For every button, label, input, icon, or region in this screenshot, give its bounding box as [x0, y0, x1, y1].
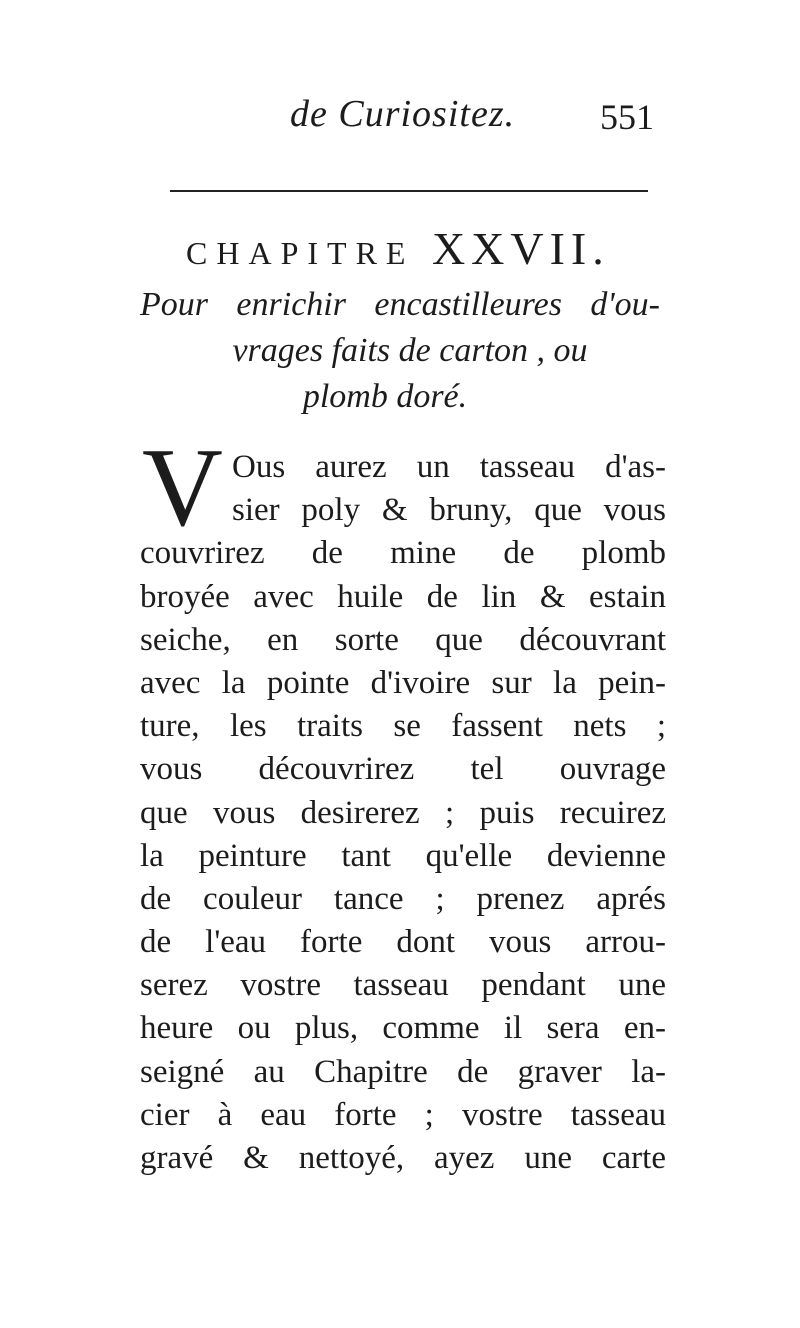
text-line: cier à eau forte ; vostre tasseau [140, 1096, 666, 1133]
chapter-word: CHAPITRE [186, 235, 415, 271]
drop-cap: V [142, 426, 223, 550]
body-text [140, 446, 666, 1180]
text-line: broyée avec huile de lin & estain [140, 578, 666, 615]
subtitle-line: plomb doré. [302, 378, 468, 415]
text-line: que vous desirerez ; puis recuirez [140, 794, 666, 831]
running-head: de Curiositez. [290, 93, 516, 135]
header-rule [170, 190, 648, 192]
text-line: Ous aurez un tasseau d'as- [232, 449, 666, 485]
chapter-numeral: XXVII. [431, 223, 610, 274]
text-line: la peinture tant qu'elle devienne [140, 837, 666, 874]
text-line: serez vostre tasseau pendant une [140, 967, 666, 1004]
subtitle-line: vrages faits de carton , ou [232, 332, 588, 369]
text-line: gravé & nettoyé, ayez une carte [140, 1140, 666, 1176]
text-line: seigné au Chapitre de graver la- [140, 1053, 666, 1090]
text-line: de l'eau forte dont vous arrou- [140, 924, 666, 961]
text-line: ture, les traits se fassent nets ; [140, 708, 666, 745]
chapter-title [186, 222, 646, 275]
text-line: sier poly & bruny, que vous [232, 492, 666, 529]
text-line: couvrirez de mine de plomb [140, 535, 666, 572]
page-number: 551 [600, 97, 654, 137]
subtitle-line: Pour enrichir encastilleures d'ou- [140, 286, 660, 323]
text-line: heure ou plus, comme il sera en- [140, 1010, 666, 1047]
chapter-subtitle [140, 282, 660, 420]
text-line: avec la pointe d'ivoire sur la pein- [140, 664, 666, 701]
text-line: de couleur tance ; prenez aprés [140, 880, 666, 917]
text-line: vous découvrirez tel ouvrage [140, 751, 666, 788]
text-line: seiche, en sorte que découvrant [140, 621, 666, 658]
